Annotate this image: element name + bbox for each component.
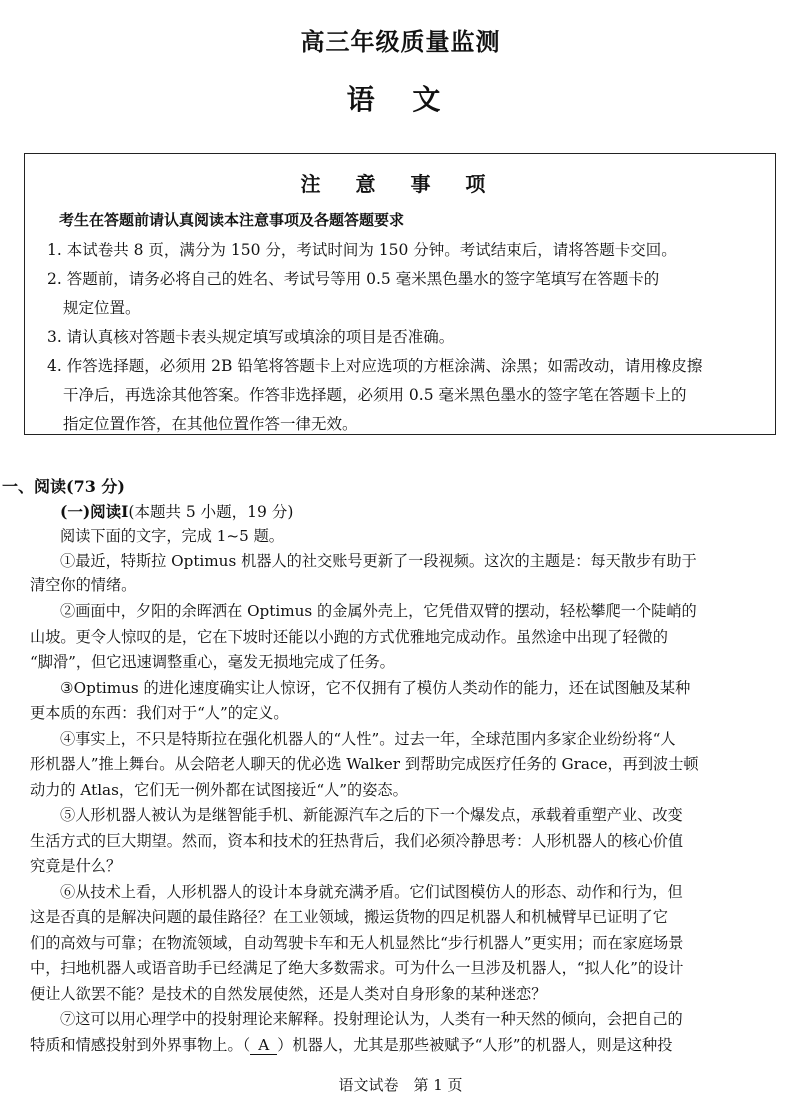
notice-item: 1. 本试卷共 8 页，满分为 150 分，考试时间为 150 分钟。考试结束后，请将答题卡交回。 [47,241,677,259]
passage-line: ⑤人形机器人被认为是继智能手机、新能源汽车之后的下一个爆发点，承载着重塑产业、改变 [60,806,683,824]
passage-line: ⑥从技术上看，人形机器人的设计本身就充满矛盾。它们试图模仿人的形态、动作和行为，但 [60,883,683,901]
passage-line: ①最近，特斯拉 Optimus 机器人的社交账号更新了一段视频。这次的主题是：每天散步有助于 [60,552,697,570]
sub-heading: (一)阅读Ⅰ [60,502,129,521]
notice-item: 干净后，再选涂其他答案。作答非选择题，必须用 0.5 毫米黑色墨水的签字笔在答题卡上的 [63,386,687,404]
instruction: 阅读下面的文字，完成 1~5 题。 [60,527,284,545]
passage-line: 清空你的情绪。 [30,576,137,594]
passage-text: ）机器人，尤其是那些被赋予“人形”的机器人，则是这种投 [277,1036,673,1054]
passage-line: ⑦这可以用心理学中的投射理论来解释。投射理论认为，人类有一种天然的倾向，会把自己的 [60,1010,683,1028]
notice-item: 规定位置。 [63,299,141,317]
passage-line: “脚滑”，但它迅速调整重心，毫发无损地完成了任务。 [30,653,395,671]
passage-line: ④事实上，不只是特斯拉在强化机器人的“人性”。过去一年，全球范围内多家企业纷纷将“人 [60,730,676,748]
passage-line: 究竟是什么？ [30,857,122,875]
sub-heading-info: (本题共 5 小题，19 分) [128,503,294,521]
section-heading: 一、阅读(73 分) [2,477,125,496]
notice-item: 指定位置作答，在其他位置作答一律无效。 [63,415,358,433]
notice-requirement: 考生在答题前请认真阅读本注意事项及各题答题要求 [59,211,405,229]
notice-item: 3. 请认真核对答题卡表头规定填写或填涂的项目是否准确。 [47,328,455,346]
passage-line: 生活方式的巨大期望。然而，资本和技术的狂热背后，我们必须冷静思考：人形机器人的核心价值 [30,832,684,850]
passage-line: 山坡。更令人惊叹的是，它在下坡时还能以小跑的方式优雅地完成动作。虽然途中出现了轻微的 [30,628,668,646]
sub-heading-line [60,500,293,522]
passage-text: 特质和情感投射到外界事物上。（ [30,1036,251,1054]
subject-title: 语 文 [346,83,455,116]
exam-title: 高三年级质量监测 [300,27,501,56]
passage-line: 中，扫地机器人或语音助手已经满足了绝大多数需求。可为什么一旦涉及机器人，“拟人化”的设计 [30,959,684,977]
notice-box [24,153,776,435]
passage-line: ②画面中，夕阳的余晖洒在 Optimus 的金属外壳上，它凭借双臂的摆动，轻松攀爬一个陡峭的 [60,602,697,620]
notice-item: 4. 作答选择题，必须用 2B 铅笔将答题卡上对应选项的方框涂满、涂黑；如需改动，请用橡皮擦 [47,357,703,375]
notice-heading: 注 意 事 项 [300,172,500,196]
passage-line: ③Optimus 的进化速度确实让人惊讶，它不仅拥有了模仿人类动作的能力，还在试图触及某种 [60,679,691,697]
passage-line: 动力的 Atlas，它们无一例外都在试图接近“人”的姿态。 [30,781,408,799]
page-footer: 语文试卷 第 1 页 [338,1076,463,1094]
passage-line: 便让人欲罢不能？是技术的自然发展使然，还是人类对自身形象的某种迷恋？ [30,985,547,1003]
notice-item: 2. 答题前，请务必将自己的姓名、考试号等用 0.5 毫米黑色墨水的签字笔填写在答题卡的 [47,270,660,288]
passage-line: 这是否真的是解决问题的最佳路径？在工业领域，搬运货物的四足机器人和机械臂早已证明了它 [30,908,668,926]
passage-line: 们的高效与可靠；在物流领域，自动驾驶卡车和无人机显然比“步行机器人”更实用；而在家庭场景 [30,934,684,952]
passage-line [30,1034,672,1055]
answer-blank: A [250,1036,277,1055]
passage-line: 更本质的东西：我们对于“人”的定义。 [30,704,289,722]
passage-line: 形机器人”推上舞台。从会陪老人聊天的优必选 Walker 到帮助完成医疗任务的 Grace，再到波士顿 [30,755,699,773]
